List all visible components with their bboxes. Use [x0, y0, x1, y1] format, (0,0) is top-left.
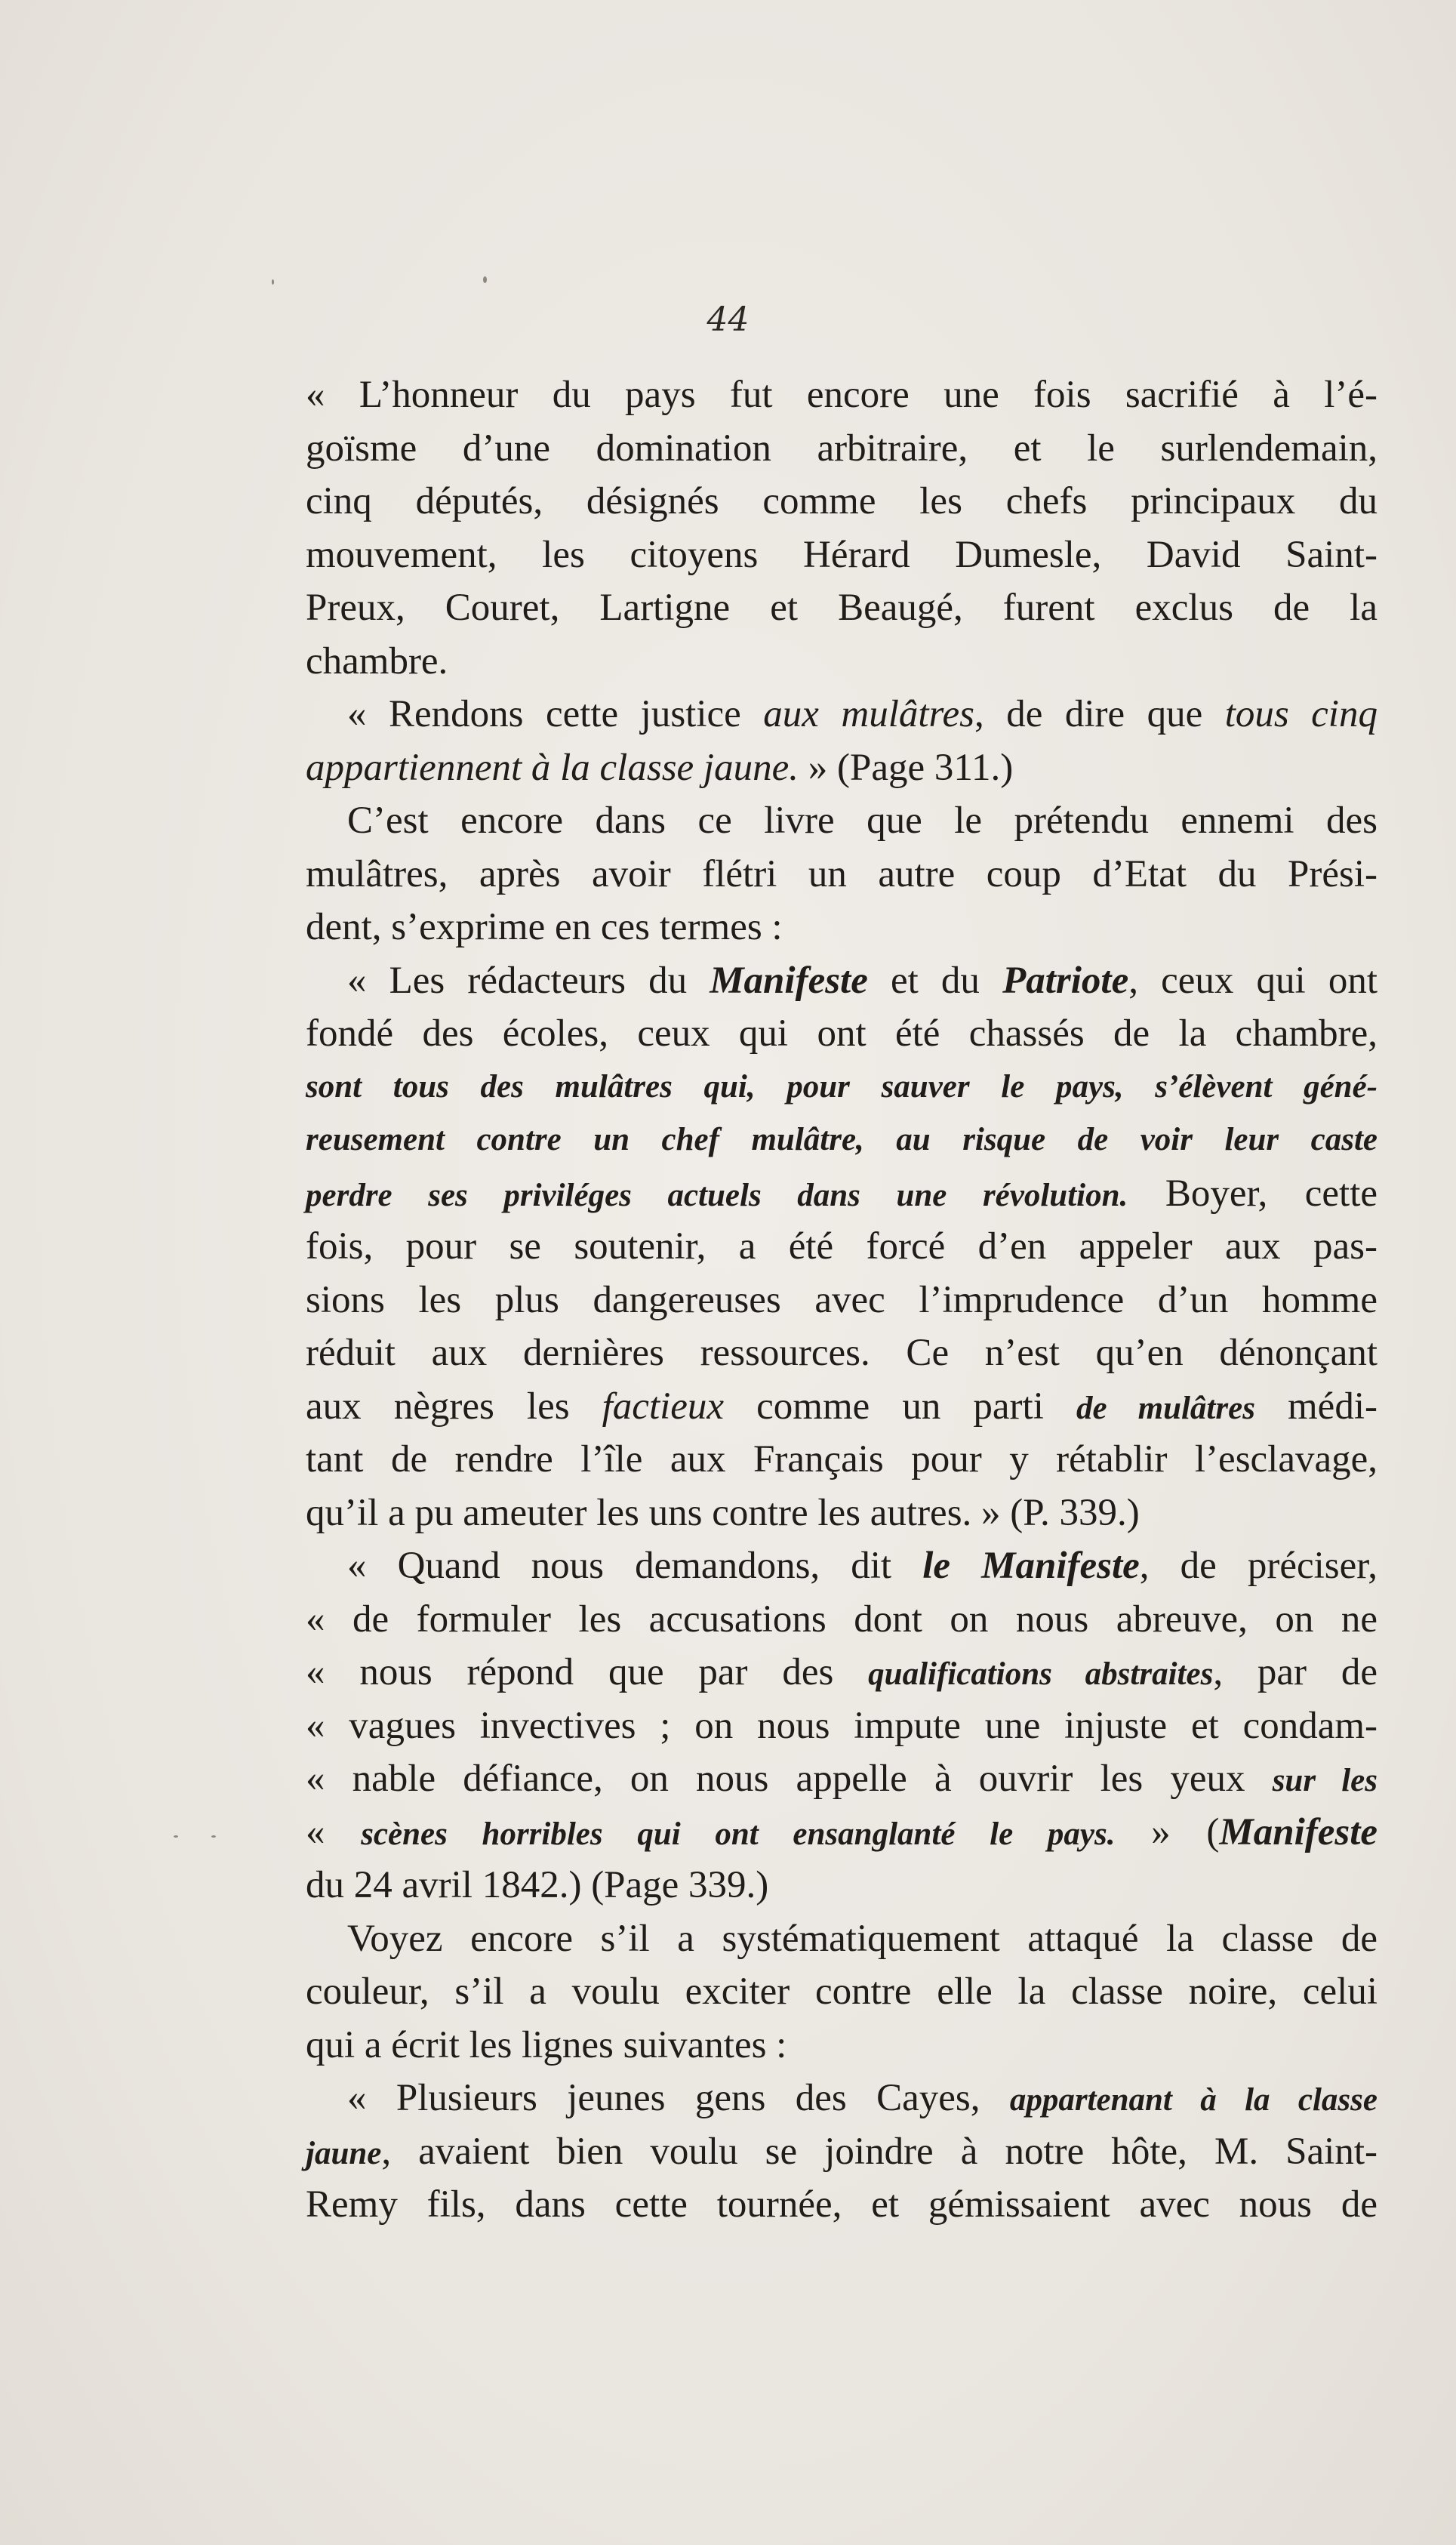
ink-spot-4: [211, 1835, 216, 1838]
text-line: « L’honneur du pays fut encore une fois sacrifié à l’é-: [306, 374, 1378, 416]
text-line: perdre ses priviléges actuels dans une révolution. Boyer, cette: [306, 1172, 1378, 1215]
text-line: reusement contre un chef mulâtre, au risque de voir leur caste: [306, 1122, 1378, 1157]
paragraph-1: [306, 368, 1378, 688]
text-line: C’est encore dans ce livre que le prétendu ennemi des: [347, 800, 1378, 842]
text-line: dent, s’exprime en ces termes :: [306, 906, 783, 948]
text-line: « Plusieurs jeunes gens des Cayes, appartenant à la classe: [347, 2077, 1378, 2119]
text-line: fondé des écoles, ceux qui ont été chassés de la chambre,: [306, 1012, 1378, 1055]
text-line: « vagues invectives ; on nous impute une injuste et condam-: [306, 1704, 1378, 1747]
paragraph-3: [306, 794, 1378, 954]
text-line: couleur, s’il a voulu exciter contre elle la classe noire, celui: [306, 1970, 1378, 2013]
text-line: « de formuler les accusations dont on nous abreuve, on ne: [306, 1598, 1378, 1641]
paragraph-2: [306, 688, 1378, 794]
text-line: mulâtres, après avoir flétri un autre coup d’Etat du Prési-: [306, 852, 1378, 895]
text-line: « Quand nous demandons, dit le Manifeste, de préciser,: [347, 1545, 1378, 1587]
text-line: « Les rédacteurs du Manifeste et du Patriote, ceux qui ont: [347, 959, 1378, 1002]
paragraph-4: [306, 954, 1378, 1540]
page-number: 44: [706, 300, 750, 339]
ink-spot-2: [272, 279, 274, 285]
text-line: « Rendons cette justice aux mulâtres, de dire que tous cinq: [347, 693, 1378, 735]
text-line: mouvement, les citoyens Hérard Dumesle, David Saint-: [306, 533, 1378, 576]
text-line: tant de rendre l’île aux Français pour y rétablir l’esclavage,: [306, 1438, 1378, 1480]
text-line: du 24 avril 1842.) (Page 339.): [306, 1864, 769, 1906]
text-line: Voyez encore s’il a systématiquement attaqué la classe de: [347, 1917, 1378, 1960]
text-line: qu’il a pu ameuter les uns contre les autres. » (P. 339.): [306, 1491, 1140, 1534]
paragraph-7: [306, 2072, 1378, 2232]
text-line: sont tous des mulâtres qui, pour sauver le pays, s’élèvent géné-: [306, 1068, 1378, 1105]
text-line: « nous répond que par des qualifications abstraites, par de: [306, 1651, 1378, 1693]
text-line: réduit aux dernières ressources. Ce n’est qu’en dénonçant: [306, 1332, 1378, 1374]
text-line: chambre.: [306, 639, 448, 682]
text-line: « nable défiance, on nous appelle à ouvrir les yeux sur les: [306, 1758, 1378, 1800]
text-line: sions les plus dangereuses avec l’imprudence d’un homme: [306, 1278, 1378, 1321]
paragraph-5: [306, 1539, 1378, 1912]
text-line: aux nègres les factieux comme un parti de mulâtres médi-: [306, 1385, 1378, 1428]
text-line: appartiennent à la classe jaune. » (Page 311.): [306, 746, 1014, 789]
ink-spot-3: [174, 1835, 178, 1838]
text-line: jaune, avaient bien voulu se joindre à notre hôte, M. Saint-: [306, 2130, 1378, 2173]
text-line: fois, pour se soutenir, a été forcé d’en appeler aux pas-: [306, 1225, 1378, 1268]
body-text: [306, 368, 1378, 2232]
text-line: goïsme d’une domination arbitraire, et le surlendemain,: [306, 427, 1378, 470]
text-line: Remy fils, dans cette tournée, et gémissaient avec nous de: [306, 2183, 1378, 2226]
text-line: « scènes horribles qui ont ensanglanté le pays. » (Manifeste: [306, 1810, 1378, 1853]
paragraph-6: [306, 1912, 1378, 2072]
text-line: qui a écrit les lignes suivantes :: [306, 2023, 787, 2066]
text-line: cinq députés, désignés comme les chefs principaux du: [306, 480, 1378, 522]
ink-spot-1: [483, 276, 487, 283]
text-line: Preux, Couret, Lartigne et Beaugé, furent exclus de la: [306, 587, 1378, 629]
